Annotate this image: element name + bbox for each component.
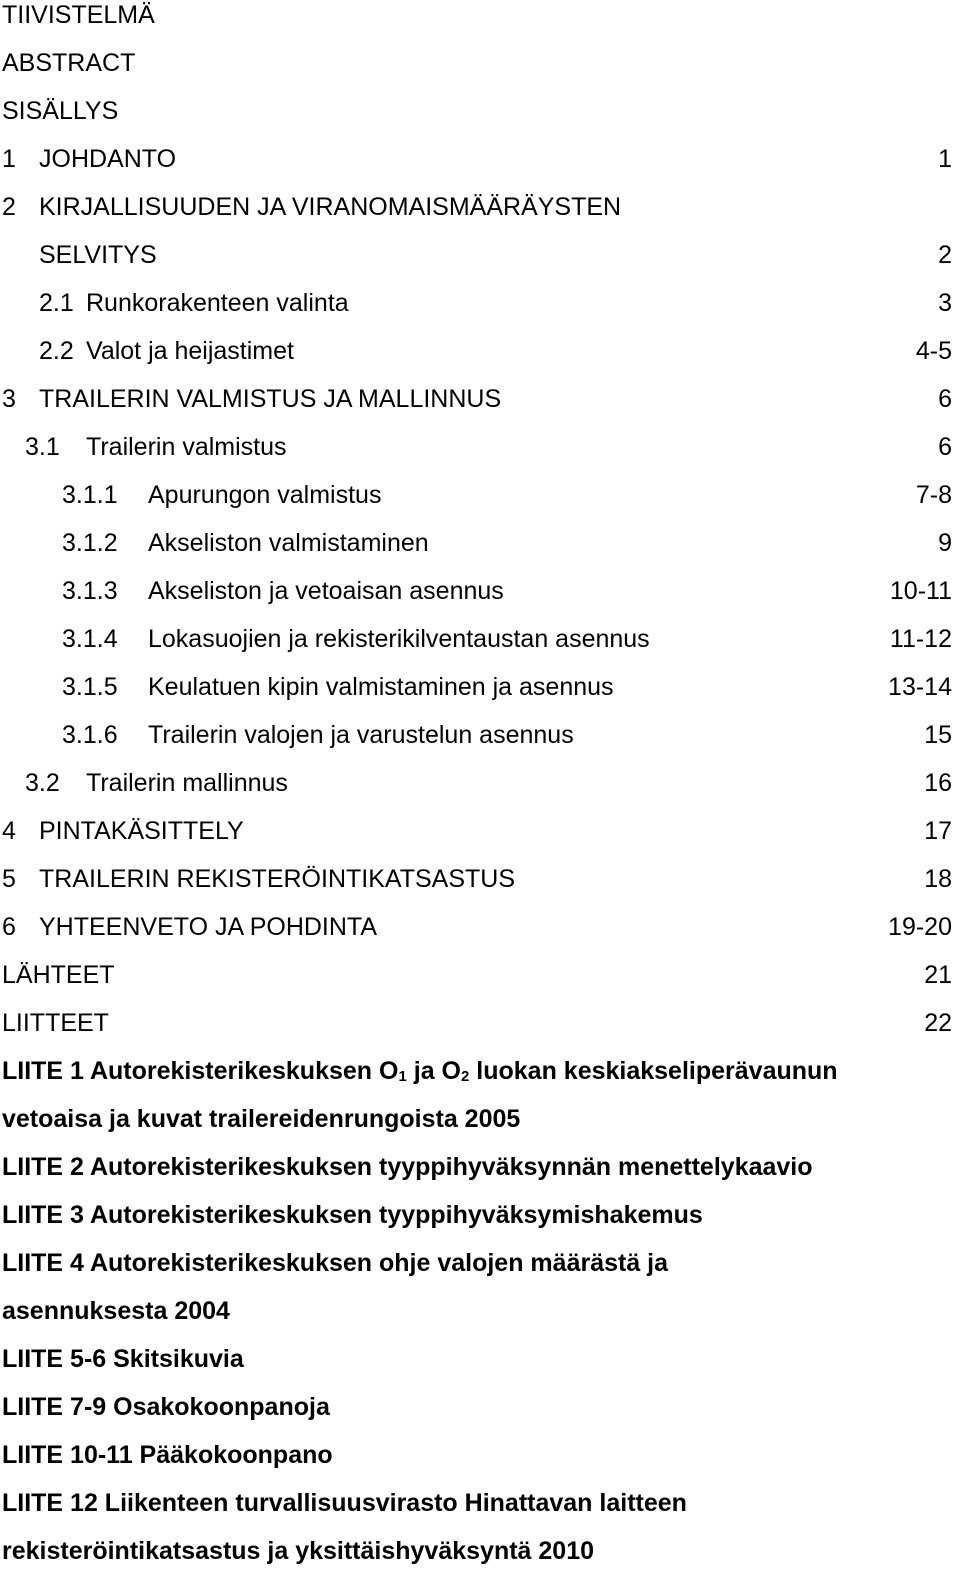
toc-number: 1 (2, 145, 16, 173)
toc-title: YHTEENVETO JA POHDINTA (39, 913, 378, 941)
appendix-line (0, 1291, 960, 1331)
toc-entry (0, 235, 960, 275)
toc-entry (0, 1003, 960, 1043)
appendix-line (0, 1483, 960, 1523)
appendix-title: LIITE 7-9 Osakokoonpanoja (2, 1393, 330, 1421)
toc-entry (0, 139, 960, 179)
heading-tiivistelma: TIIVISTELMÄ (2, 1, 155, 29)
toc-number: 2 (2, 193, 16, 221)
appendix-line (0, 1387, 960, 1427)
toc-entry (0, 283, 960, 323)
toc-entry (0, 331, 960, 371)
toc-page: 19-20 (888, 913, 952, 941)
toc-number: 3.2 (25, 769, 60, 797)
toc-title: LIITTEET (2, 1009, 109, 1037)
appendix-line (0, 1051, 960, 1091)
toc-entry (0, 427, 960, 467)
toc-page: 10-11 (889, 577, 952, 605)
toc-page: 15 (924, 721, 952, 749)
appendix-line (0, 1195, 960, 1235)
appendix-title: asennuksesta 2004 (2, 1297, 230, 1325)
toc-entry (0, 523, 960, 563)
appendix-1-subscript: 1 (398, 1068, 407, 1085)
toc-number: 4 (2, 817, 16, 845)
toc-title: Trailerin mallinnus (86, 769, 288, 797)
toc-number: 3 (2, 385, 16, 413)
appendix-line (0, 1531, 960, 1571)
toc-page: 17 (924, 817, 952, 845)
toc-page: 2 (938, 241, 952, 269)
toc-title: Keulatuen kipin valmistaminen ja asennus (148, 673, 614, 701)
front-matter-line (0, 0, 960, 35)
front-matter-line (0, 91, 960, 131)
toc-title: JOHDANTO (39, 145, 177, 173)
toc-entry (0, 907, 960, 947)
appendix-title: LIITE 12 Liikenteen turvallisuusvirasto Hinattavan laitteen (2, 1489, 687, 1517)
toc-entry (0, 763, 960, 803)
appendix-line (0, 1339, 960, 1379)
toc-number: 3.1.6 (62, 721, 118, 749)
toc-title: SELVITYS (39, 241, 157, 269)
toc-title: Akseliston valmistaminen (148, 529, 429, 557)
toc-page: 9 (938, 529, 952, 557)
appendix-line (0, 1243, 960, 1283)
toc-number: 3.1.5 (62, 673, 118, 701)
toc-page: 4-5 (915, 337, 952, 365)
appendix-title: LIITE 2 Autorekisterikeskuksen tyyppihyväksynnän menettelykaavio (2, 1153, 813, 1181)
toc-title: Runkorakenteen valinta (86, 289, 349, 317)
appendix-1-pre: LIITE 1 Autorekisterikeskuksen O (2, 1057, 399, 1085)
toc-entry (0, 667, 960, 707)
toc-title: Trailerin valmistus (86, 433, 287, 461)
toc-number: 5 (2, 865, 16, 893)
toc-title: PINTAKÄSITTELY (39, 817, 244, 845)
toc-entry (0, 187, 960, 227)
toc-title: Lokasuojien ja rekisterikilventaustan asennus (148, 625, 650, 653)
toc-title: LÄHTEET (2, 961, 115, 989)
toc-entry (0, 475, 960, 515)
toc-title: Apurungon valmistus (148, 481, 382, 509)
appendix-1-title (2, 1051, 838, 1095)
toc-number: 3.1.1 (62, 481, 118, 509)
toc-page: 6 (938, 385, 952, 413)
toc-number: 3.1.2 (62, 529, 118, 557)
toc-page: 21 (924, 961, 952, 989)
toc-page: 22 (924, 1009, 952, 1037)
appendix-line (0, 1435, 960, 1475)
toc-page: 6 (938, 433, 952, 461)
appendix-title: rekisteröintikatsastus ja yksittäishyväksyntä 2010 (2, 1537, 595, 1565)
toc-entry (0, 715, 960, 755)
toc-page: 7-8 (915, 481, 952, 509)
toc-page: 13-14 (888, 673, 952, 701)
toc-entry (0, 859, 960, 899)
toc-number: 3.1.4 (62, 625, 118, 653)
appendix-title: LIITE 4 Autorekisterikeskuksen ohje valojen määrästä ja (2, 1249, 669, 1277)
toc-title: TRAILERIN REKISTERÖINTIKATSASTUS (39, 865, 516, 893)
appendix-title: LIITE 3 Autorekisterikeskuksen tyyppihyväksymishakemus (2, 1201, 703, 1229)
appendix-title: LIITE 10-11 Pääkokoonpano (2, 1441, 333, 1469)
toc-number: 3.1 (25, 433, 60, 461)
toc-entry (0, 811, 960, 851)
toc-title: Trailerin valojen ja varustelun asennus (148, 721, 574, 749)
toc-entry (0, 955, 960, 995)
appendix-line (0, 1099, 960, 1139)
toc-page: 3 (938, 289, 952, 317)
appendix-1-continuation: vetoaisa ja kuvat trailereidenrungoista 2005 (2, 1105, 521, 1133)
toc-number: 3.1.3 (62, 577, 118, 605)
toc-entry (0, 379, 960, 419)
appendix-line (0, 1147, 960, 1187)
appendix-1-subscript: 2 (460, 1068, 470, 1085)
toc-title: Akseliston ja vetoaisan asennus (148, 577, 504, 605)
toc-page: 16 (924, 769, 952, 797)
heading-abstract: ABSTRACT (2, 49, 136, 77)
toc-number: 6 (2, 913, 16, 941)
toc-entry (0, 619, 960, 659)
toc-title: KIRJALLISUUDEN JA VIRANOMAISMÄÄRÄYSTEN (39, 193, 622, 221)
toc-number: 2.2 (39, 337, 74, 365)
toc-title: TRAILERIN VALMISTUS JA MALLINNUS (39, 385, 502, 413)
toc-page: 11-12 (889, 625, 952, 653)
toc-page: 18 (924, 865, 952, 893)
toc-number: 2.1 (39, 289, 74, 317)
appendix-1-post: luokan keskiakseliperävaunun (469, 1057, 838, 1085)
toc-title: Valot ja heijastimet (86, 337, 294, 365)
toc-entry (0, 571, 960, 611)
toc-page: 1 (938, 145, 952, 173)
front-matter-line (0, 43, 960, 83)
heading-sisallys: SISÄLLYS (2, 97, 119, 125)
appendix-1-mid: ja O (406, 1057, 461, 1085)
appendix-title: LIITE 5-6 Skitsikuvia (2, 1345, 244, 1373)
